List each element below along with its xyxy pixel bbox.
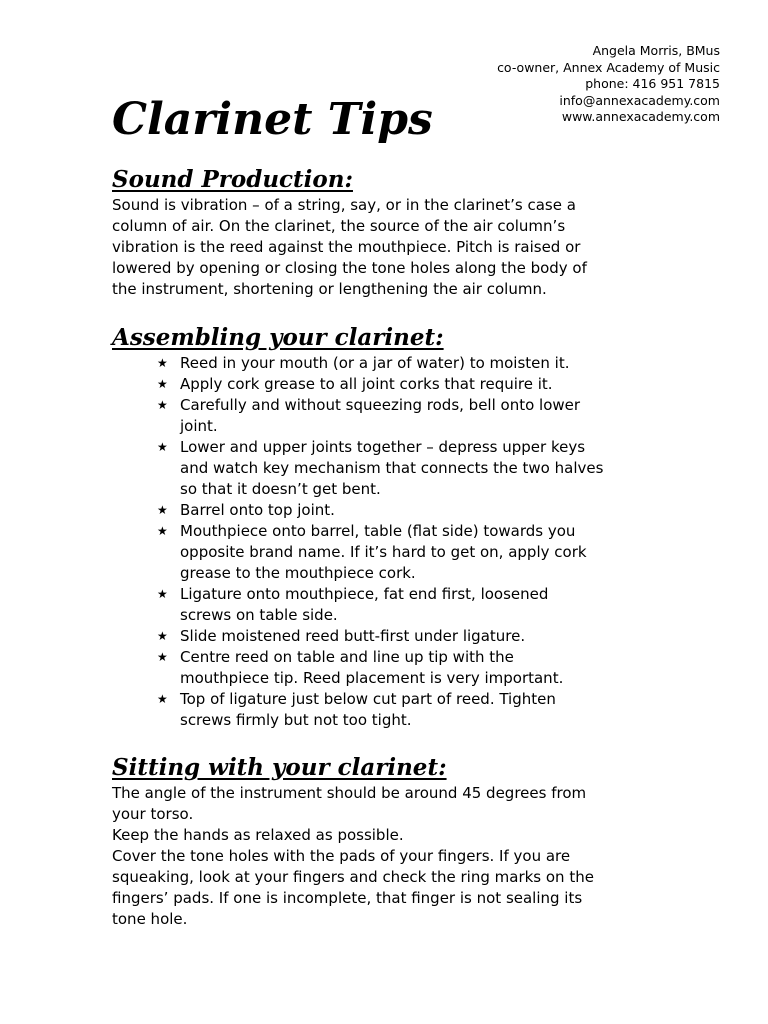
paragraph-line: fingers’ pads. If one is incomplete, that finger is not sealing its <box>112 889 583 907</box>
list-item <box>157 395 652 437</box>
list-item <box>157 584 652 626</box>
list-item-line: Carefully and without squeezing rods, bell onto lower <box>180 396 581 414</box>
list-item-line: so that it doesn’t get bent. <box>180 480 381 498</box>
star-bullet-icon: ★ <box>157 503 168 517</box>
list-item <box>157 353 652 374</box>
paragraph-line: tone hole. <box>112 910 188 928</box>
list-item-line: Ligature onto mouthpiece, fat end first, loosened <box>180 585 549 603</box>
list-item-line: Apply cork grease to all joint corks that require it. <box>180 375 553 393</box>
paragraph-line: lowered by opening or closing the tone holes along the body of <box>112 259 587 277</box>
list-item-line: Lower and upper joints together – depress upper keys <box>180 438 586 456</box>
paragraph-line: Cover the tone holes with the pads of your fingers. If you are <box>112 847 571 865</box>
star-bullet-icon: ★ <box>157 650 168 664</box>
paragraph-line: the instrument, shortening or lengthening the air column. <box>112 280 547 298</box>
page-title: Clarinet Tips <box>112 94 433 145</box>
list-item <box>157 500 652 521</box>
list-item-line: joint. <box>180 417 218 435</box>
assembling-steps-list <box>112 353 652 731</box>
list-item-line: Top of ligature just below cut part of reed. Tighten <box>180 690 556 708</box>
section-heading-assembling: Assembling your clarinet: <box>112 324 444 351</box>
star-bullet-icon: ★ <box>157 692 168 706</box>
paragraph-line: Sound is vibration – of a string, say, or in the clarinet’s case a <box>112 196 576 214</box>
list-item-line: opposite brand name. If it’s hard to get on, apply cork <box>180 543 587 561</box>
sitting-paragraph <box>112 783 652 930</box>
list-item-line: and watch key mechanism that connects the two halves <box>180 459 604 477</box>
star-bullet-icon: ★ <box>157 629 168 643</box>
paragraph-line: vibration is the reed against the mouthpiece. Pitch is raised or <box>112 238 581 256</box>
list-item-line: Centre reed on table and line up tip with the <box>180 648 514 666</box>
list-item-line: Reed in your mouth (or a jar of water) to moisten it. <box>180 354 570 372</box>
list-item-line: Barrel onto top joint. <box>180 501 335 519</box>
contact-phone: phone: 416 951 7815 <box>585 76 720 92</box>
contact-role: co-owner, Annex Academy of Music <box>497 59 720 75</box>
paragraph-line: The angle of the instrument should be around 45 degrees from <box>112 784 587 802</box>
list-item-line: grease to the mouthpiece cork. <box>180 564 416 582</box>
list-item <box>157 437 652 500</box>
section-heading-sound-production: Sound Production: <box>112 166 353 193</box>
star-bullet-icon: ★ <box>157 440 168 454</box>
list-item <box>157 521 652 584</box>
star-bullet-icon: ★ <box>157 587 168 601</box>
list-item <box>157 626 652 647</box>
paragraph-line: your torso. <box>112 805 194 823</box>
paragraph-line: squeaking, look at your fingers and check the ring marks on the <box>112 868 594 886</box>
star-bullet-icon: ★ <box>157 398 168 412</box>
section-heading-sitting: Sitting with your clarinet: <box>112 754 447 781</box>
contact-website: www.annexacademy.com <box>561 109 720 125</box>
star-bullet-icon: ★ <box>157 356 168 370</box>
list-item-line: mouthpiece tip. Reed placement is very important. <box>180 669 564 687</box>
document-body <box>112 165 652 930</box>
star-bullet-icon: ★ <box>157 524 168 538</box>
contact-name: Angela Morris, BMus <box>592 43 720 58</box>
list-item <box>157 374 652 395</box>
list-item-line: screws firmly but not too tight. <box>180 711 412 729</box>
list-item-line: Mouthpiece onto barrel, table (flat side) towards you <box>180 522 576 540</box>
sound-production-paragraph <box>112 195 652 300</box>
paragraph-line: Keep the hands as relaxed as possible. <box>112 826 404 844</box>
list-item-line: screws on table side. <box>180 606 338 624</box>
contact-block <box>497 43 720 126</box>
list-item <box>157 647 652 689</box>
paragraph-line: column of air. On the clarinet, the source of the air column’s <box>112 217 566 235</box>
star-bullet-icon: ★ <box>157 377 168 391</box>
contact-email: info@annexacademy.com <box>559 92 720 108</box>
list-item-line: Slide moistened reed butt-first under ligature. <box>180 627 526 645</box>
list-item <box>157 689 652 731</box>
